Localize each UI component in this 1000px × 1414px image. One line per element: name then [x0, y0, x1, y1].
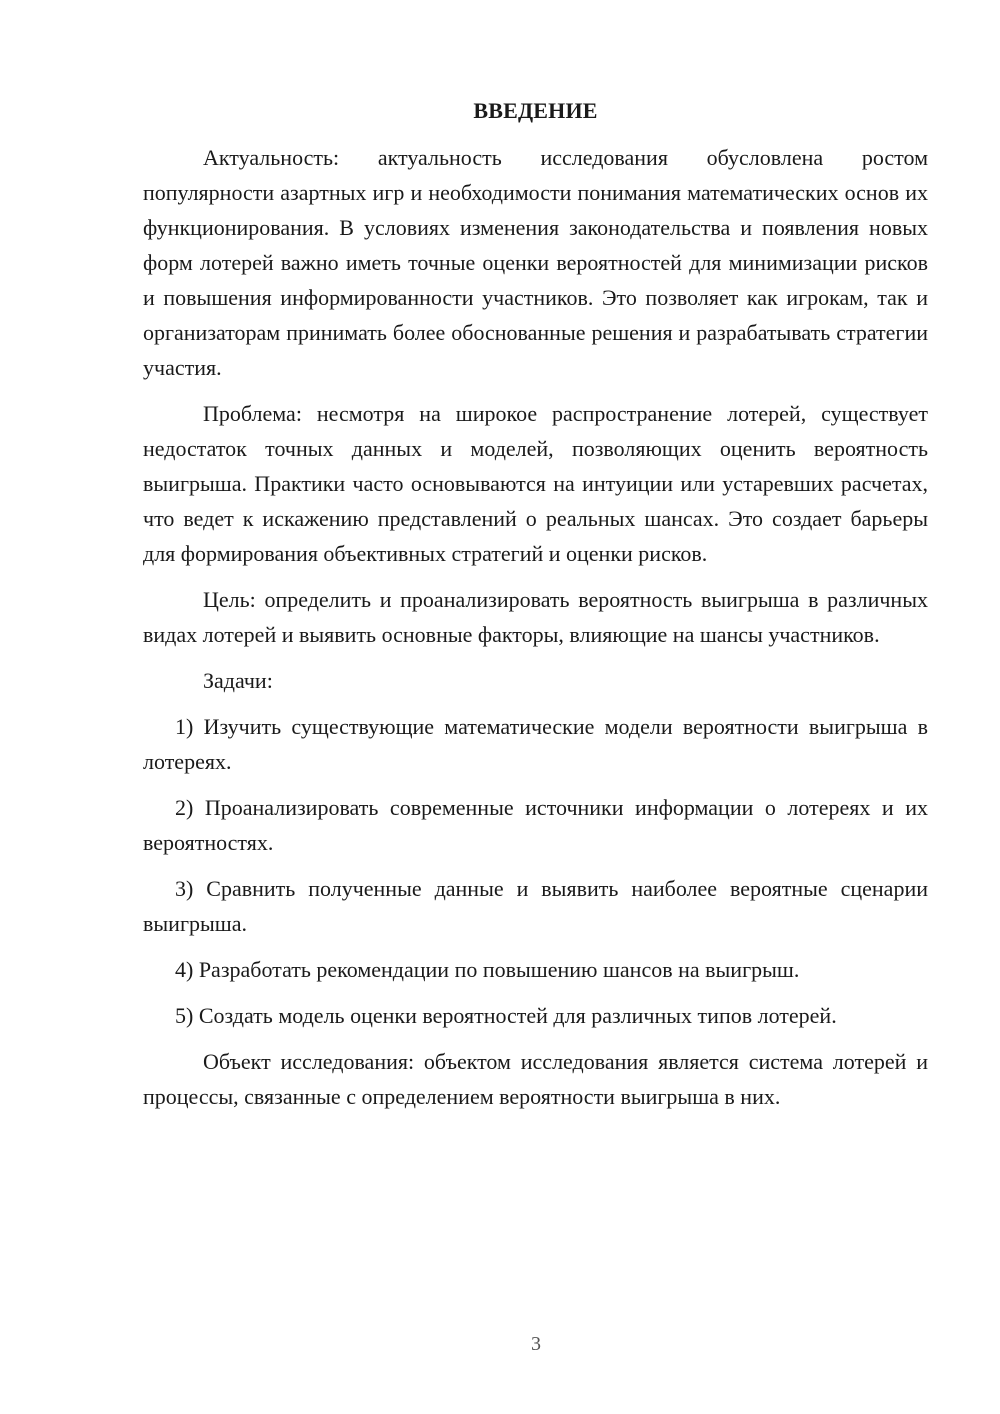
section-heading: ВВЕДЕНИЕ [473, 98, 598, 123]
task-item: 1) Изучить существующие математические модели вероятности выигрыша в лотереях. [143, 714, 928, 774]
paragraph-goal: Цель: определить и проанализировать вероятность выигрыша в различных видах лотерей и выявить основные факторы, влияющие на шансы участников. [143, 587, 928, 647]
page-number: 3 [531, 1333, 541, 1355]
task-item: 3) Сравнить полученные данные и выявить наиболее вероятные сценарии выигрыша. [143, 876, 928, 936]
page-content [143, 96, 928, 1125]
paragraph-tasks-label: Задачи: [203, 668, 273, 693]
paragraph-relevance: Актуальность: актуальность исследования обусловлена ростом популярности азартных игр и необходимости понимания математических основ их функционирования. В условиях изменения законодательства и появления новых форм лотерей важно иметь точные оценки вероятностей для минимизации рисков и повышения информированности участников. Это позволяет как игрокам, так и организаторам принимать более обоснованные решения и разрабатывать стратегии участия. [143, 145, 928, 380]
task-item: 4) Разработать рекомендации по повышению шансов на выигрыш. [175, 957, 800, 982]
paragraph-problem: Проблема: несмотря на широкое распространение лотерей, существует недостаток точных данных и моделей, позволяющих оценить вероятность выигрыша. Практики часто основываются на интуиции или устаревших расчетах, что ведет к искажению представлений о реальных шансах. Это создает барьеры для формирования объективных стратегий и оценки рисков. [143, 401, 928, 566]
task-item: 2) Проанализировать современные источники информации о лотереях и их вероятностях. [143, 795, 928, 855]
task-item: 5) Создать модель оценки вероятностей для различных типов лотерей. [175, 1003, 837, 1028]
paragraph-object: Объект исследования: объектом исследования является система лотерей и процессы, связанные с определением вероятности выигрыша в них. [143, 1049, 928, 1109]
